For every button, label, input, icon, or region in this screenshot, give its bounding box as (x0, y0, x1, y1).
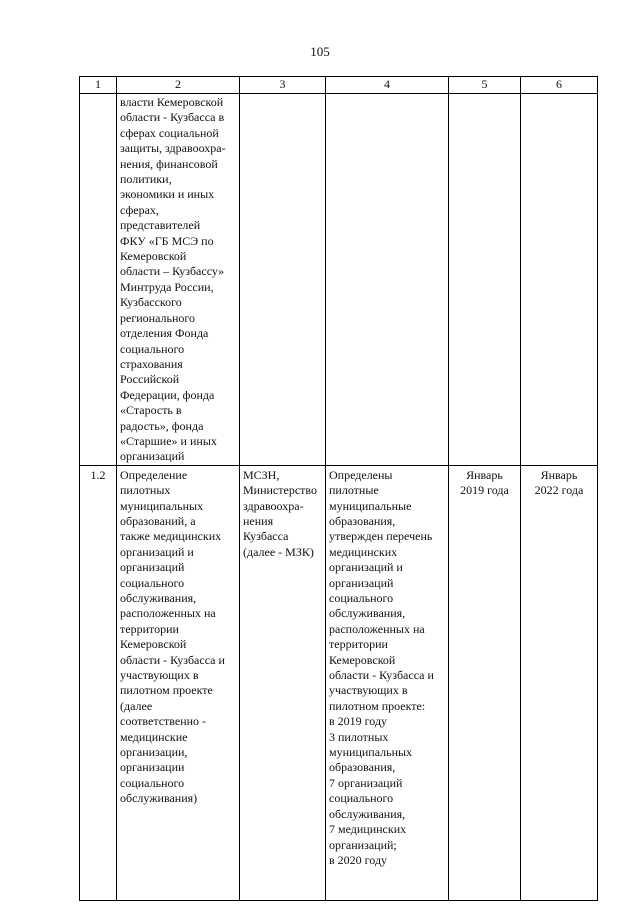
cell-number (80, 94, 117, 466)
cell-start-date: Январь 2019 года (449, 465, 521, 900)
cell-result: Определены пилотные муниципальные образования, утвержден перечень медицинских организаций и организаций социального обслуживания, расположенных на территории Кемеровской области - Кузбасса и участвующих в пилотном проекте: в 2019 году 3 пилотных муниципальных образования, 7 организаций социального обслуживания, 7 медицинских организаций; в 2020 году (326, 465, 449, 900)
cell-responsible (240, 94, 326, 466)
cell-end-date: Январь 2022 года (521, 465, 598, 900)
cell-event: власти Кемеровской области - Кузбасса в сферах социальной защиты, здравоохра- нения, финансовой политики, экономики и иных сферах, представителей ФКУ «ГБ МСЭ по Кемеровской области – Кузбассу» Минтруда России, Кузбасского регионального отделения Фонда социального страхования Российской Федерации, фонда «Старость в радость», фонда «Старшие» и иных организаций (117, 94, 240, 466)
header-cell: 6 (521, 77, 598, 94)
page-number: 105 (310, 44, 330, 59)
plan-table (79, 76, 598, 901)
cell-event: Определение пилотных муниципальных образований, а также медицинских организаций и организаций социального обслуживания, расположенных на территории Кемеровской области - Кузбасса и участвующих в пилотном проекте (далее соответственно - медицинские организации, организации социального обслуживания) (117, 465, 240, 900)
header-cell: 2 (117, 77, 240, 94)
cell-result (326, 94, 449, 466)
header-cell: 5 (449, 77, 521, 94)
header-cell: 4 (326, 77, 449, 94)
cell-start-date (449, 94, 521, 466)
header-cell: 3 (240, 77, 326, 94)
table-header-row (80, 77, 598, 94)
header-cell: 1 (80, 77, 117, 94)
cell-number: 1.2 (80, 465, 117, 900)
cell-responsible: МСЗН, Министерство здравоохра- нения Кузбасса (далее - МЗК) (240, 465, 326, 900)
cell-end-date (521, 94, 598, 466)
table-row (80, 465, 598, 900)
table-row (80, 94, 598, 466)
